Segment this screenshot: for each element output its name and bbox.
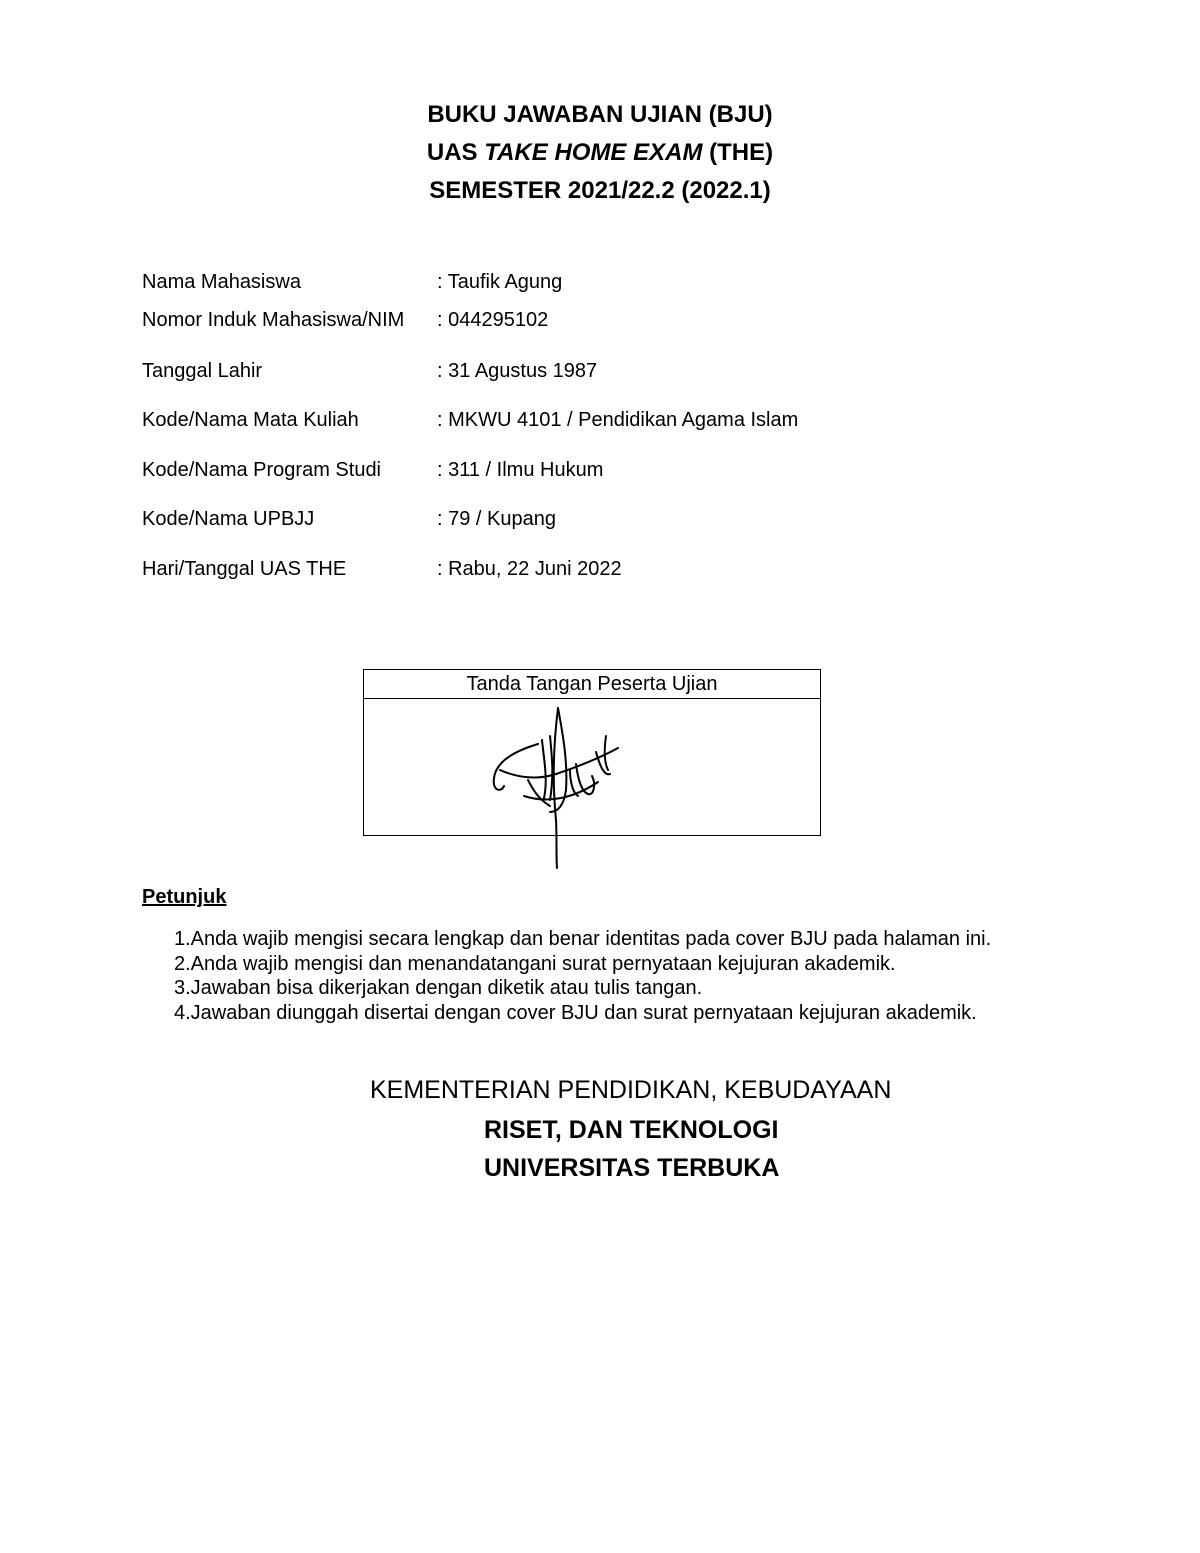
- identity-value: : Rabu, 22 Juni 2022: [437, 558, 622, 580]
- identity-label: Nama Mahasiswa: [142, 271, 301, 293]
- footer-line-1: KEMENTERIAN PENDIDIKAN, KEBUDAYAAN: [370, 1076, 892, 1104]
- identity-value: : 044295102: [437, 309, 549, 331]
- petunjuk-heading: Petunjuk: [142, 886, 227, 908]
- title-line-3: SEMESTER 2021/22.2 (2022.1): [429, 177, 771, 204]
- title-line-1: BUKU JAWABAN UJIAN (BJU): [427, 101, 773, 128]
- title-line-2-prefix: UAS: [426, 139, 485, 166]
- identity-label: Kode/Nama UPBJJ: [142, 508, 315, 530]
- identity-value: : Taufik Agung: [437, 271, 563, 293]
- handwritten-signature: [478, 700, 638, 870]
- petunjuk-list: [174, 927, 1134, 1025]
- identity-value: : MKWU 4101 / Pendidikan Agama Islam: [437, 409, 799, 431]
- identity-value: : 31 Agustus 1987: [437, 360, 598, 382]
- signature-header: Tanda Tangan Peserta Ujian: [364, 670, 820, 699]
- title-line-2-italic: TAKE HOME EXAM: [484, 139, 703, 166]
- identity-label: Tanggal Lahir: [142, 360, 263, 382]
- identity-label: Nomor Induk Mahasiswa/NIM: [142, 309, 405, 331]
- list-item: 4.Jawaban diunggah disertai dengan cover BJU dan surat pernyataan kejujuran akademik.: [174, 1001, 977, 1024]
- footer-line-3: UNIVERSITAS TERBUKA: [484, 1154, 780, 1182]
- title-line-2: [0, 134, 1200, 172]
- identity-label: Hari/Tanggal UAS THE: [142, 558, 347, 580]
- list-item: 2.Anda wajib mengisi dan menandatangani surat pernyataan kejujuran akademik.: [174, 952, 896, 975]
- footer-line-2: RISET, DAN TEKNOLOGI: [484, 1116, 779, 1144]
- identity-value: : 79 / Kupang: [437, 508, 556, 530]
- identity-label: Kode/Nama Program Studi: [142, 459, 382, 481]
- identity-label: Kode/Nama Mata Kuliah: [142, 409, 359, 431]
- identity-value: : 311 / Ilmu Hukum: [437, 459, 604, 481]
- document-title: [0, 96, 1200, 210]
- list-item: 3.Jawaban bisa dikerjakan dengan diketik atau tulis tangan.: [174, 977, 703, 999]
- title-line-2-suffix: (THE): [702, 139, 774, 166]
- list-item: 1.Anda wajib mengisi secara lengkap dan benar identitas pada cover BJU pada halaman ini.: [174, 928, 992, 950]
